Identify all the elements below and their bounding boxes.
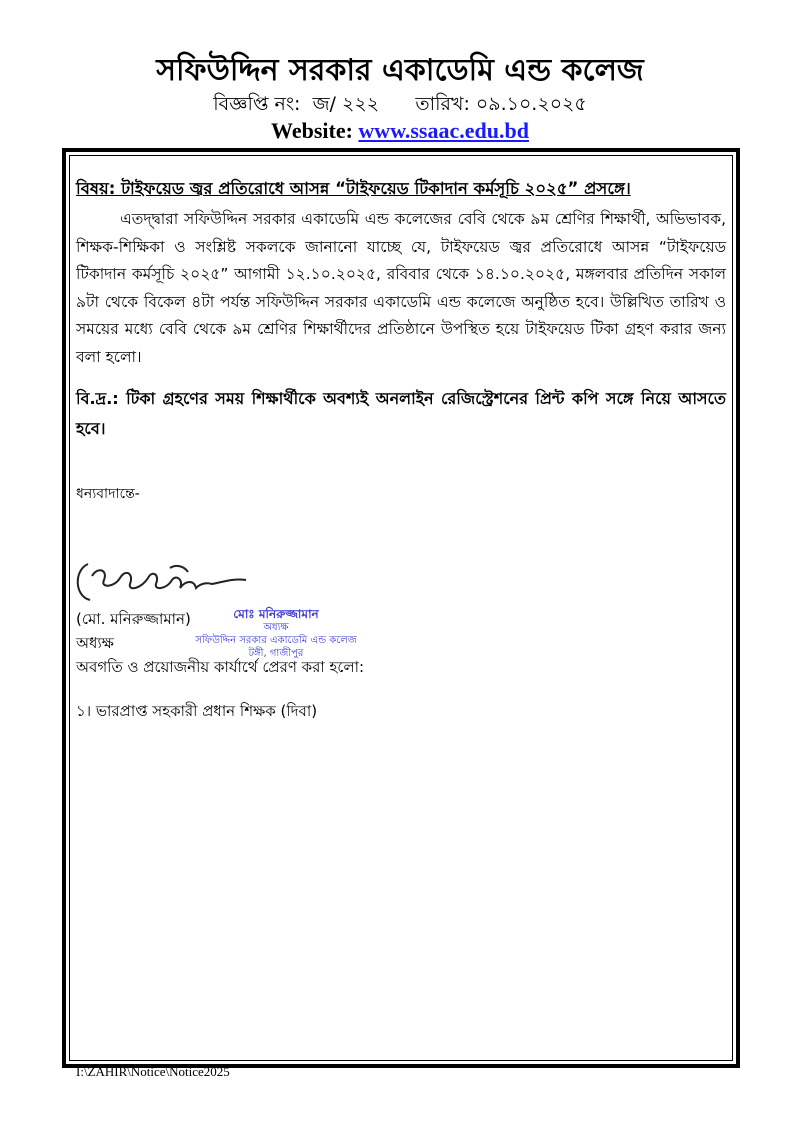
notice-body: এতদ্দ্বারা সফিউদ্দিন সরকার একাডেমি এন্ড কলেজের বেবি থেকে ৯ম শ্রেণির শিক্ষার্থী, অভিভাবক, শিক্ষক-শিক্ষিকা ও সংশ্লিষ্ট সকলকে জানানো যাচ্ছে যে, টাইফয়েড জ্বর প্রতিরোধে আসন্ন “টাইফয়েড টিকাদান কর্মসূচি ২০২৫” আগামী ১২.১০.২০২৫, রবিবার থেকে ১৪.১০.২০২৫, মঙ্গলবার প্রতিদিন সকাল ৯টা থেকে বিকেল ৪টা পর্যন্ত সফিউদ্দিন সরকার একাডেমি এন্ড কলেজে অনুষ্ঠিত হবে। উল্লিখিত তারিখ ও সময়ের মধ্যে বেবি থেকে ৯ম শ্রেণির শিক্ষার্থীদের প্রতিষ্ঠানে উপস্থিত হয়ে টাইফয়েড টিকা গ্রহণ করার জন্য বলা হলো। <box>76 210 726 366</box>
seal-institution: সফিউদ্দিন সরকার একাডেমি এন্ড কলেজ <box>195 635 357 646</box>
notice-subject: বিষয়: টাইফয়েড জ্বর প্রতিরোধে আসন্ন “টাইফয়েড টিকাদান কর্মসূচি ২০২৫” প্রসঙ্গে। <box>76 179 631 198</box>
file-path: I:\ZAHIR\Notice\Notice2025 <box>76 1064 230 1079</box>
signatory-name: (মো. মনিরুজ্জামান) <box>76 610 191 628</box>
closing: ধন্যবাদান্তে- <box>76 486 140 502</box>
date: ০৯.১০.২০২৫ <box>475 93 587 115</box>
website-line <box>0 118 800 144</box>
memo-label: বিজ্ঞপ্তি নং: <box>213 93 301 115</box>
notice-note: বি.দ্র.: টিকা গ্রহণের সময় শিক্ষার্থীকে অবশ্যই অনলাইন রেজিস্ট্রেশনের প্রিন্ট কপি সঙ্গে নিয়ে আসতে হবে। <box>76 389 726 438</box>
seal-name: মোঃ মনিরুজ্জামান <box>233 607 319 621</box>
distribution-item: ১। ভারপ্রাপ্ত সহকারী প্রধান শিক্ষক (দিবা) <box>76 702 318 720</box>
signatory-designation: অধ্যক্ষ <box>76 634 114 652</box>
official-seal <box>176 608 376 660</box>
seal-designation: অধ্যক্ষ <box>263 622 289 633</box>
distribution-heading: অবগতি ও প্রয়োজনীয় কার্যার্থে প্রেরণ করা হলো: <box>76 658 365 676</box>
date-label: তারিখ: <box>415 93 470 115</box>
website-label: Website: <box>271 118 353 143</box>
memo-number: জ/ ২২২ <box>312 93 380 115</box>
signature <box>70 556 290 606</box>
website-link[interactable]: www.ssaac.edu.bd <box>358 118 529 143</box>
institution-name: সফিউদ্দিন সরকার একাডেমি এন্ড কলেজ <box>156 53 644 88</box>
seal-location: টঙ্গী, গাজীপুর <box>248 648 304 659</box>
